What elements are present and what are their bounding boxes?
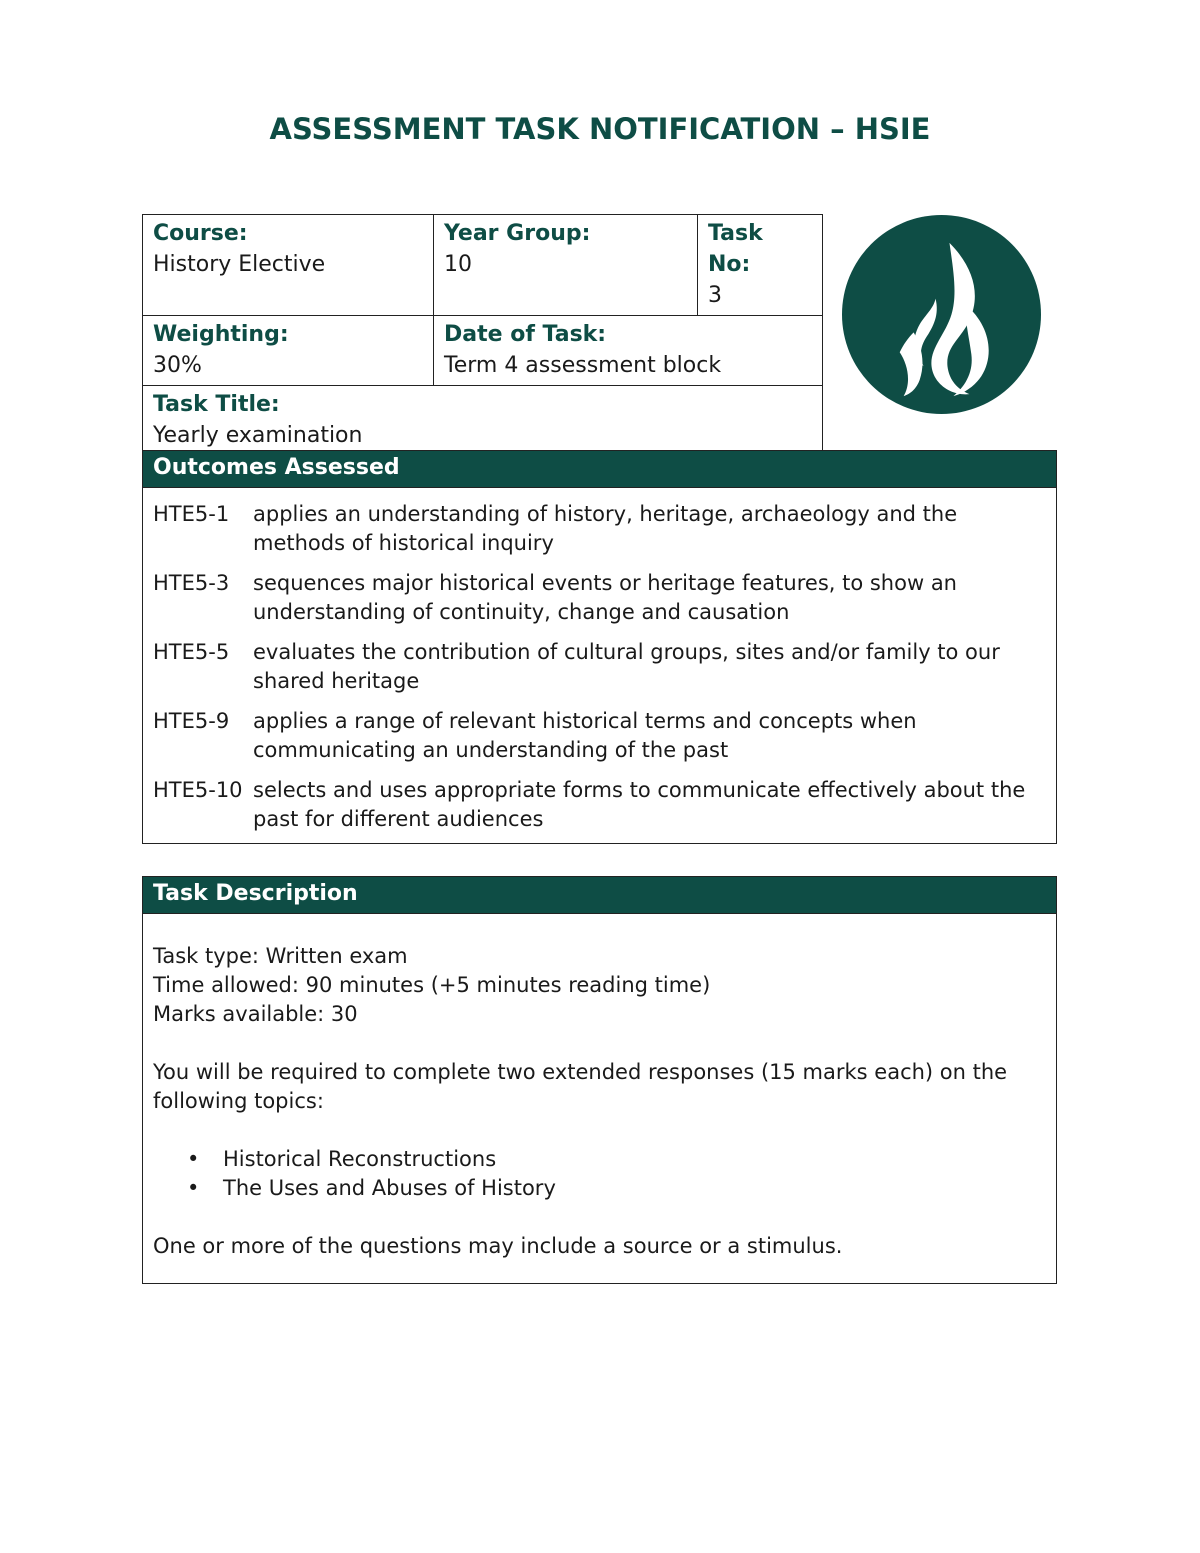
- time-allowed-line: Time allowed: 90 minutes (+5 minutes reading time): [153, 973, 711, 997]
- course-label: Course:: [153, 221, 248, 246]
- outcome-item: [153, 776, 1046, 834]
- task-description-section: [142, 876, 1057, 1284]
- task-description-header: Task Description: [143, 877, 1056, 914]
- task-title-cell: [143, 386, 823, 456]
- page-title: ASSESSMENT TASK NOTIFICATION – HSIE: [269, 112, 931, 146]
- weighting-label: Weighting:: [153, 322, 289, 347]
- task-type-line: Task type: Written exam: [153, 944, 408, 968]
- outcomes-header: Outcomes Assessed: [143, 451, 1056, 488]
- weighting-value: 30%: [153, 353, 202, 378]
- topic-list: [153, 1145, 1046, 1203]
- weighting-cell: [143, 316, 434, 386]
- topic-item: [187, 1174, 1046, 1203]
- outcome-code: HTE5-10: [153, 778, 243, 802]
- flame-logo-icon: [842, 215, 1041, 414]
- task-title-value: Yearly examination: [153, 423, 363, 448]
- outcome-code: HTE5-1: [153, 502, 230, 526]
- task-info-table: [142, 214, 823, 456]
- outcome-text: applies an understanding of history, heritage, archaeology and the methods of historical inquiry: [253, 502, 958, 555]
- date-of-task-value: Term 4 assessment block: [444, 353, 722, 378]
- topic-label: The Uses and Abuses of History: [223, 1176, 556, 1200]
- task-intro-paragraph: You will be required to complete two extended responses (15 marks each) on the following topics:: [153, 1060, 1008, 1113]
- outcomes-section: [142, 450, 1057, 844]
- outcome-text: applies a range of relevant historical terms and concepts when communicating an understanding of the past: [253, 709, 917, 762]
- bullet-icon: •: [187, 1147, 200, 1171]
- year-group-cell: [434, 215, 698, 316]
- topic-label: Historical Reconstructions: [223, 1147, 497, 1171]
- task-no-label: Task No:: [708, 221, 763, 277]
- date-of-task-label: Date of Task:: [444, 322, 607, 347]
- outcome-code: HTE5-3: [153, 571, 230, 595]
- task-no-cell: [698, 215, 823, 316]
- date-of-task-cell: [434, 316, 823, 386]
- outcome-item: [153, 569, 1046, 627]
- marks-available-line: Marks available: 30: [153, 1002, 358, 1026]
- task-title-label: Task Title:: [153, 392, 280, 417]
- outcome-item: [153, 707, 1046, 765]
- bullet-icon: •: [187, 1176, 200, 1200]
- outcome-text: sequences major historical events or heritage features, to show an understanding of continuity, change and causation: [253, 571, 957, 624]
- outcome-text: selects and uses appropriate forms to communicate effectively about the past for different audiences: [253, 778, 1026, 831]
- course-value: History Elective: [153, 252, 326, 277]
- topic-item: [187, 1145, 1046, 1174]
- year-group-value: 10: [444, 252, 472, 277]
- task-description-body: [143, 914, 1056, 1261]
- outcome-code: HTE5-5: [153, 640, 230, 664]
- outcome-text: evaluates the contribution of cultural groups, sites and/or family to our shared heritage: [253, 640, 1000, 693]
- outcome-item: [153, 638, 1046, 696]
- source-note: One or more of the questions may include a source or a stimulus.: [153, 1234, 843, 1258]
- course-cell: [143, 215, 434, 316]
- outcome-item: [153, 500, 1046, 558]
- outcome-list: [143, 488, 1056, 834]
- year-group-label: Year Group:: [444, 221, 591, 246]
- task-no-value: 3: [708, 283, 722, 308]
- outcome-code: HTE5-9: [153, 709, 230, 733]
